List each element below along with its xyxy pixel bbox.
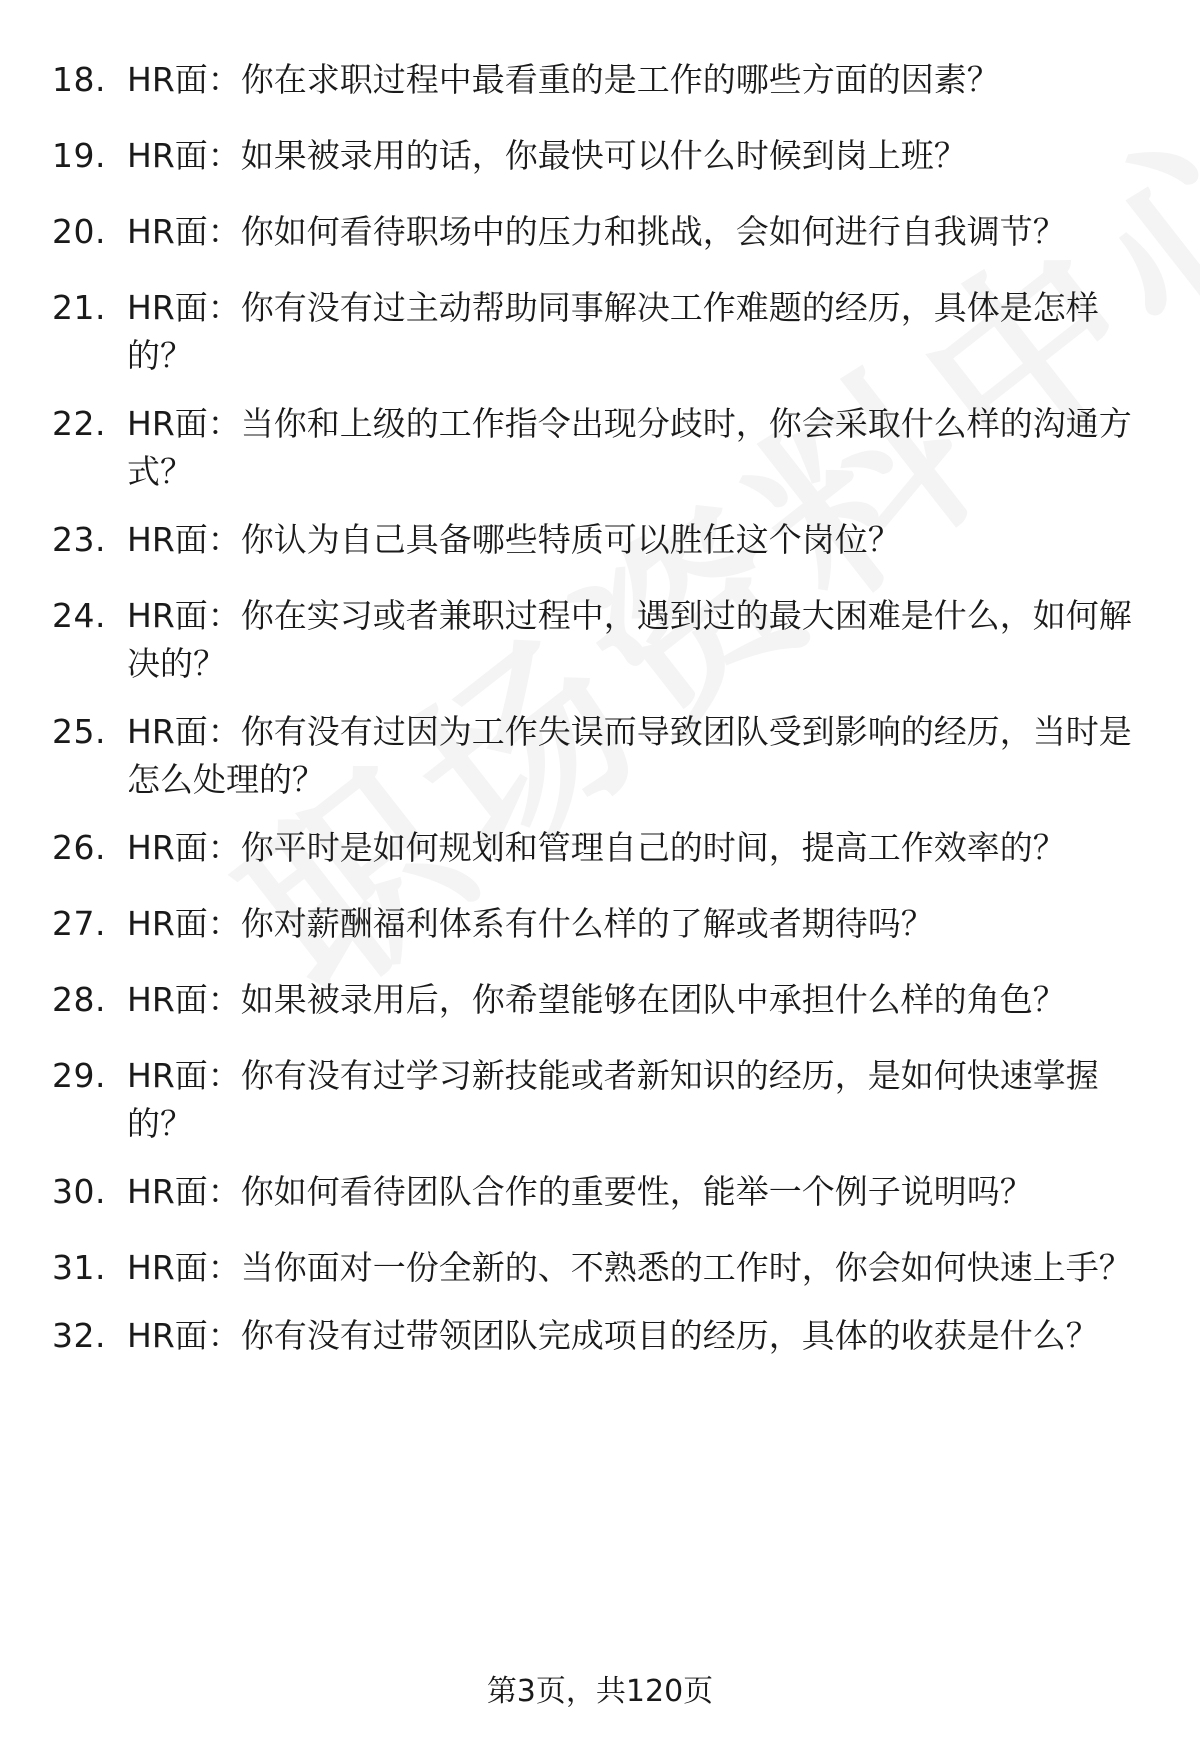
question-number: 30. [52,1172,106,1211]
question-number: 27. [52,904,106,943]
question-number: 26. [52,828,106,867]
question-text: HR面：当你面对一份全新的、不熟悉的工作时，你会如何快速上手？ [127,1248,1132,1287]
question-number: 19. [52,136,106,175]
question-text: HR面：你在实习或者兼职过程中，遇到过的最大困难是什么，如何解决的？ [127,596,1132,683]
list-item [52,592,1152,688]
question-list [52,56,1152,1360]
question-text: HR面：你有没有过因为工作失误而导致团队受到影响的经历，当时是怎么处理的？ [127,712,1132,799]
question-number: 18. [52,60,106,99]
question-number: 29. [52,1056,106,1095]
list-item [52,56,1152,104]
list-item [52,1244,1152,1292]
question-number: 20. [52,212,106,251]
question-number: 23. [52,520,106,559]
question-text: HR面：你有没有过主动帮助同事解决工作难题的经历，具体是怎样的？ [127,288,1099,375]
question-text: HR面：你有没有过学习新技能或者新知识的经历，是如何快速掌握的？ [127,1056,1099,1143]
list-item [52,1312,1152,1360]
question-number: 28. [52,980,106,1019]
list-item [52,708,1152,804]
question-text: HR面：你平时是如何规划和管理自己的时间，提高工作效率的？ [127,828,1066,867]
list-item [52,132,1152,180]
list-item [52,1052,1152,1148]
list-item [52,824,1152,872]
page-number: 第3页，共120页 [486,1674,714,1709]
list-item [52,900,1152,948]
list-item [52,516,1152,564]
question-number: 32. [52,1316,106,1355]
list-item [52,400,1152,496]
question-text: HR面：你如何看待职场中的压力和挑战，会如何进行自我调节？ [127,212,1066,251]
question-text: HR面：你有没有过带领团队完成项目的经历，具体的收获是什么？ [127,1316,1099,1355]
question-number: 25. [52,712,106,751]
question-number: 21. [52,288,106,327]
list-item [52,284,1152,380]
question-text: HR面：如果被录用的话，你最快可以什么时候到岗上班？ [127,136,967,175]
question-text: HR面：你在求职过程中最看重的是工作的哪些方面的因素？ [127,60,1000,99]
question-number: 31. [52,1248,106,1287]
question-text: HR面：你对薪酬福利体系有什么样的了解或者期待吗？ [127,904,934,943]
list-item [52,208,1152,256]
question-text: HR面：你认为自己具备哪些特质可以胜任这个岗位？ [127,520,901,559]
question-number: 24. [52,596,106,635]
list-item [52,1168,1152,1216]
question-text: HR面：如果被录用后，你希望能够在团队中承担什么样的角色？ [127,980,1066,1019]
list-item [52,976,1152,1024]
question-text: HR面：当你和上级的工作指令出现分歧时，你会采取什么样的沟通方式？ [127,404,1132,491]
question-text: HR面：你如何看待团队合作的重要性，能举一个例子说明吗？ [127,1172,1033,1211]
question-number: 22. [52,404,106,443]
